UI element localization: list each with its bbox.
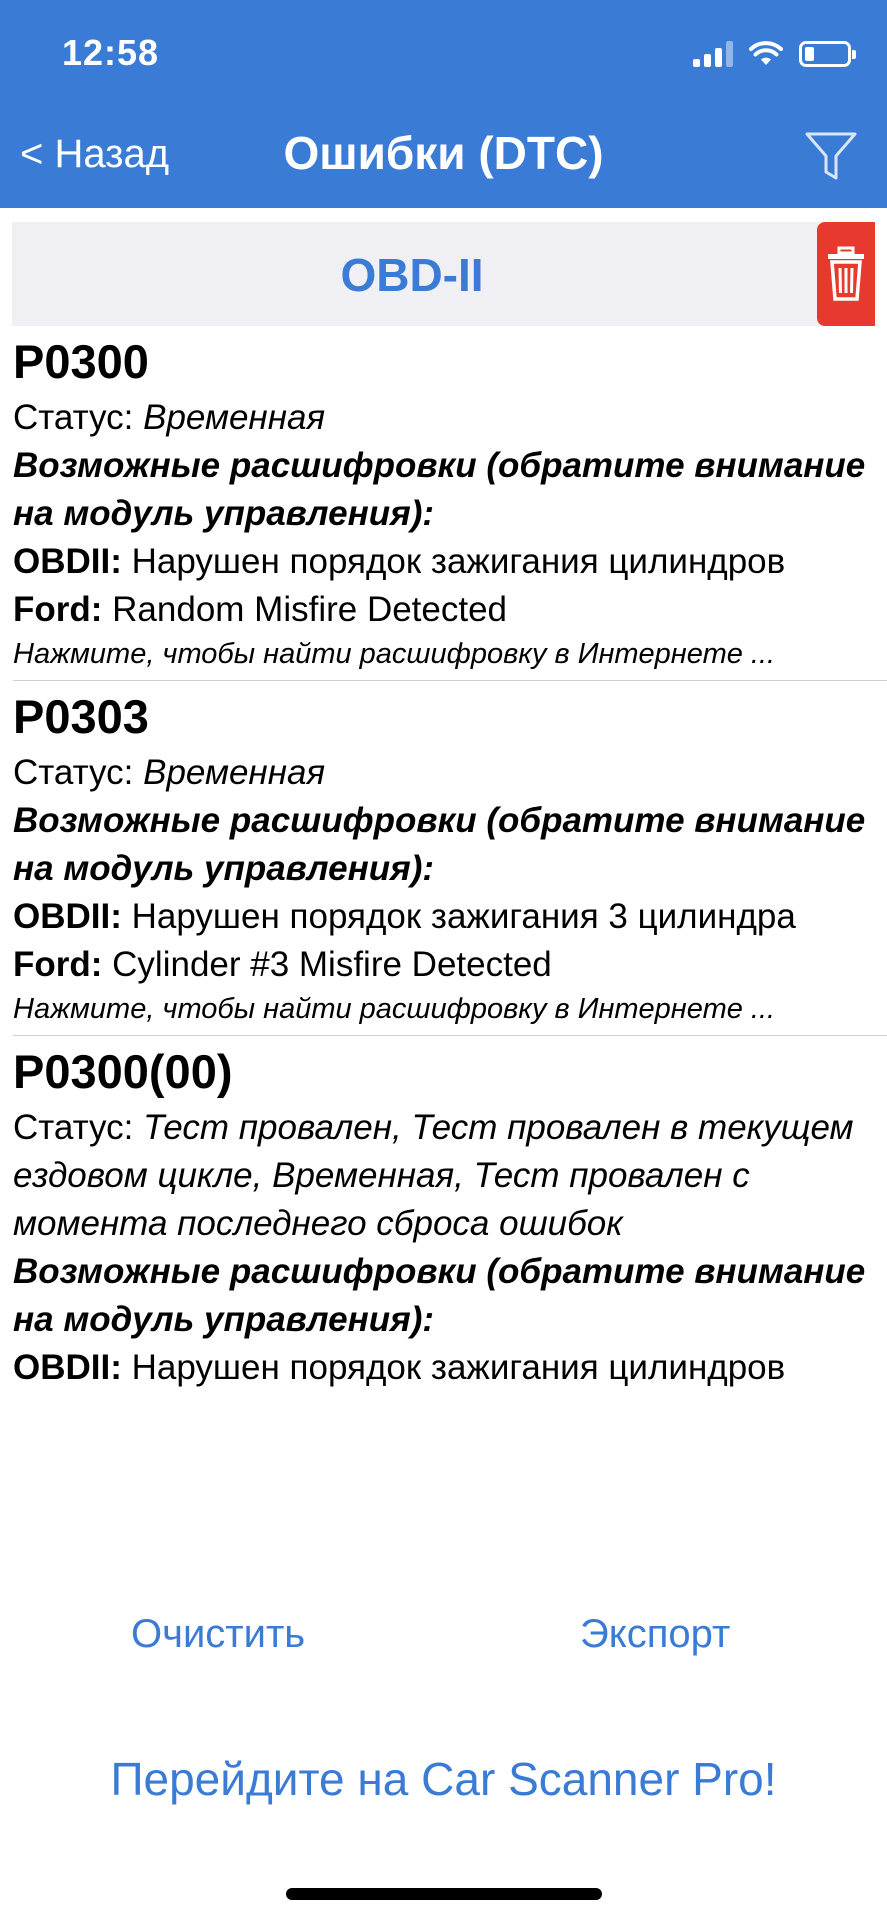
cellular-signal-icon (693, 41, 733, 67)
dtc-decoding: Ford: Random Misfire Detected (13, 590, 508, 629)
dtc-item[interactable] (13, 680, 887, 1029)
status-icons (693, 36, 851, 72)
search-online-link[interactable]: Нажмите, чтобы найти расшифровку в Интернете ... (13, 993, 776, 1025)
filter-icon[interactable] (801, 126, 861, 186)
dtc-code: P0303 (13, 690, 149, 743)
dtc-list (0, 326, 887, 1558)
dtc-possible-label: Возможные расшифровки (обратите внимание на модуль управления): (13, 1252, 866, 1339)
clear-button[interactable]: Очистить (131, 1612, 306, 1656)
dtc-status: Статус: Тест провален, Тест провален в текущем ездовом цикле, Временная, Тест провален с момента последнего сброса ошибок (13, 1108, 854, 1243)
dtc-status: Статус: Временная (13, 398, 326, 437)
page-title: Ошибки (DTC) (283, 127, 604, 179)
export-button[interactable]: Экспорт (580, 1612, 731, 1656)
home-indicator (286, 1888, 602, 1900)
dtc-item[interactable] (0, 330, 887, 674)
dtc-item[interactable] (13, 1035, 887, 1392)
section-header (12, 222, 875, 326)
section-title: OBD-II (340, 249, 484, 301)
dtc-decoding: Ford: Cylinder #3 Misfire Detected (13, 945, 552, 984)
upgrade-pro-link[interactable]: Перейдите на Car Scanner Pro! (110, 1753, 777, 1805)
dtc-decoding: OBDII: Нарушен порядок зажигания цилиндров (13, 1348, 786, 1387)
back-button[interactable]: < Назад (20, 132, 170, 176)
wifi-icon (749, 41, 783, 67)
dtc-decoding: OBDII: Нарушен порядок зажигания цилиндров (13, 542, 786, 581)
dtc-status: Статус: Временная (13, 753, 326, 792)
dtc-code: P0300 (13, 335, 149, 388)
delete-button[interactable] (817, 222, 875, 326)
search-online-link[interactable]: Нажмите, чтобы найти расшифровку в Интернете ... (13, 638, 776, 670)
trash-icon (826, 246, 866, 302)
dtc-decoding: OBDII: Нарушен порядок зажигания 3 цилиндра (13, 897, 796, 936)
dtc-possible-label: Возможные расшифровки (обратите внимание на модуль управления): (13, 446, 866, 533)
battery-icon (799, 41, 851, 67)
header (0, 0, 887, 208)
dtc-possible-label: Возможные расшифровки (обратите внимание на модуль управления): (13, 801, 866, 888)
status-time: 12:58 (62, 32, 160, 73)
dtc-code: P0300(00) (13, 1045, 233, 1098)
bottom-actions (0, 1612, 887, 1672)
